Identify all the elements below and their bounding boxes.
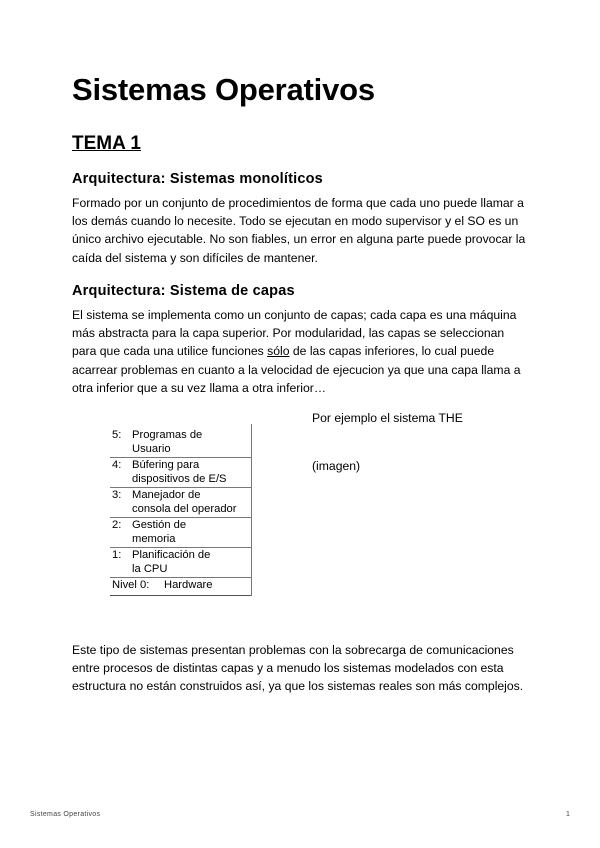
paragraph-line: estructura no están construidos así, ya que los sistemas reales son más complejos. [72, 679, 524, 694]
footer-title: Sistemas Operativos [30, 811, 101, 818]
paragraph-line: Este tipo de sistemas presentan problemas con la sobrecarga de comunicaciones [72, 643, 514, 657]
paragraph-line: para que cada una utilice funciones sólo de las capas inferiores, lo cual puede [72, 344, 495, 359]
monolithic-paragraph [72, 194, 532, 267]
layer-row-hardware: Nivel 0: Hardware [110, 578, 251, 596]
paragraph-line: otra inferior que a su vez llama a otra inferior… [72, 380, 327, 395]
image-placeholder-label: (imagen) [312, 459, 361, 473]
layer-row: 4: Búfering para dispositivos de E/S [110, 458, 251, 488]
paragraph-line: entre procesos de distintas capas y a menudo los sistemas modelados con esta [72, 661, 504, 676]
the-layers-diagram [110, 424, 252, 596]
layer-row: 2: Gestión de memoria [110, 518, 251, 548]
paragraph-line: Formado por un conjunto de procedimientos de forma que cada uno puede llamar a [72, 196, 524, 210]
page-title: Sistemas Operativos [72, 72, 375, 107]
example-caption: Por ejemplo el sistema THE [312, 411, 463, 425]
paragraph-line: El sistema se implementa como un conjunto de capas; cada capa es una máquina [72, 308, 517, 322]
section-heading-monolithic: Arquitectura: Sistemas monolíticos [72, 171, 323, 187]
topic-heading: TEMA 1 [72, 133, 141, 154]
paragraph-line: único archivo ejecutable. No son fiables, un error en alguna parte puede provocar la [72, 232, 526, 247]
conclusion-paragraph [72, 641, 532, 696]
section-heading-layers: Arquitectura: Sistema de capas [72, 283, 295, 299]
paragraph-line: acarrear problemas en cuanto a la velocidad de ejecucion ya que una capa llama a [72, 362, 521, 377]
paragraph-line: caída del sistema y son difíciles de mantener. [72, 250, 318, 265]
paragraph-line: más abstracta para la capa superior. Por modularidad, las capas se seleccionan [72, 326, 505, 341]
layers-paragraph [72, 306, 532, 397]
paragraph-line: los demás cuando lo necesite. Todo se ejecutan en modo supervisor y el SO es un [72, 214, 519, 229]
layer-row: 5: Programas de Usuario [110, 424, 251, 458]
page-number: 1 [566, 811, 570, 818]
underlined-word: sólo [267, 344, 290, 359]
layer-row: 3: Manejador de consola del operador [110, 488, 251, 518]
layer-row: 1: Planificación de la CPU [110, 548, 251, 578]
